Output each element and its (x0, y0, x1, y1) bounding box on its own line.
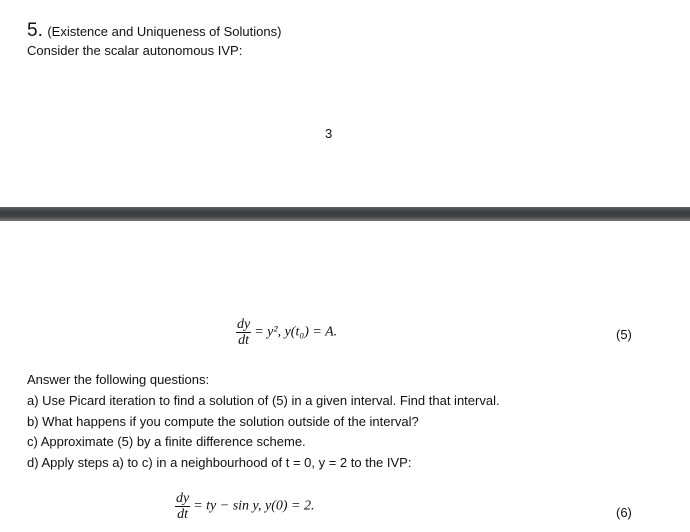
problem-heading (27, 20, 281, 42)
question-c: c) Approximate (5) by a finite difference scheme. (27, 434, 306, 449)
problem-number: 5. (27, 20, 43, 41)
problem-title: (Existence and Uniqueness of Solutions) (47, 24, 282, 39)
question-a: a) Use Picard iteration to find a solution of (5) in a given interval. Find that interval. (27, 393, 500, 408)
question-b: b) What happens if you compute the solution outside of the interval? (27, 414, 419, 429)
page-break-divider (0, 207, 690, 221)
equation-5-label: (5) (616, 327, 632, 342)
question-d: d) Apply steps a) to c) in a neighbourhood of t = 0, y = 2 to the IVP: (27, 455, 412, 470)
equation-6-rhs: = ty − sin y, y(0) = 2. (193, 498, 315, 514)
derivative-fraction: $\frac{dy}{dt}$ (237, 317, 251, 348)
page-number: 3 (325, 126, 333, 141)
questions-heading: Answer the following questions: (27, 372, 210, 387)
equation-6-label: (6) (616, 505, 632, 520)
problem-intro: Consider the scalar autonomous IVP: (27, 43, 243, 58)
derivative-fraction: $\frac{dy}{dt}$ (176, 491, 190, 522)
equation-5 (236, 318, 337, 347)
equation-5-rhs: = y², y(t₀) = A. (254, 324, 338, 340)
equation-6 (175, 492, 314, 521)
